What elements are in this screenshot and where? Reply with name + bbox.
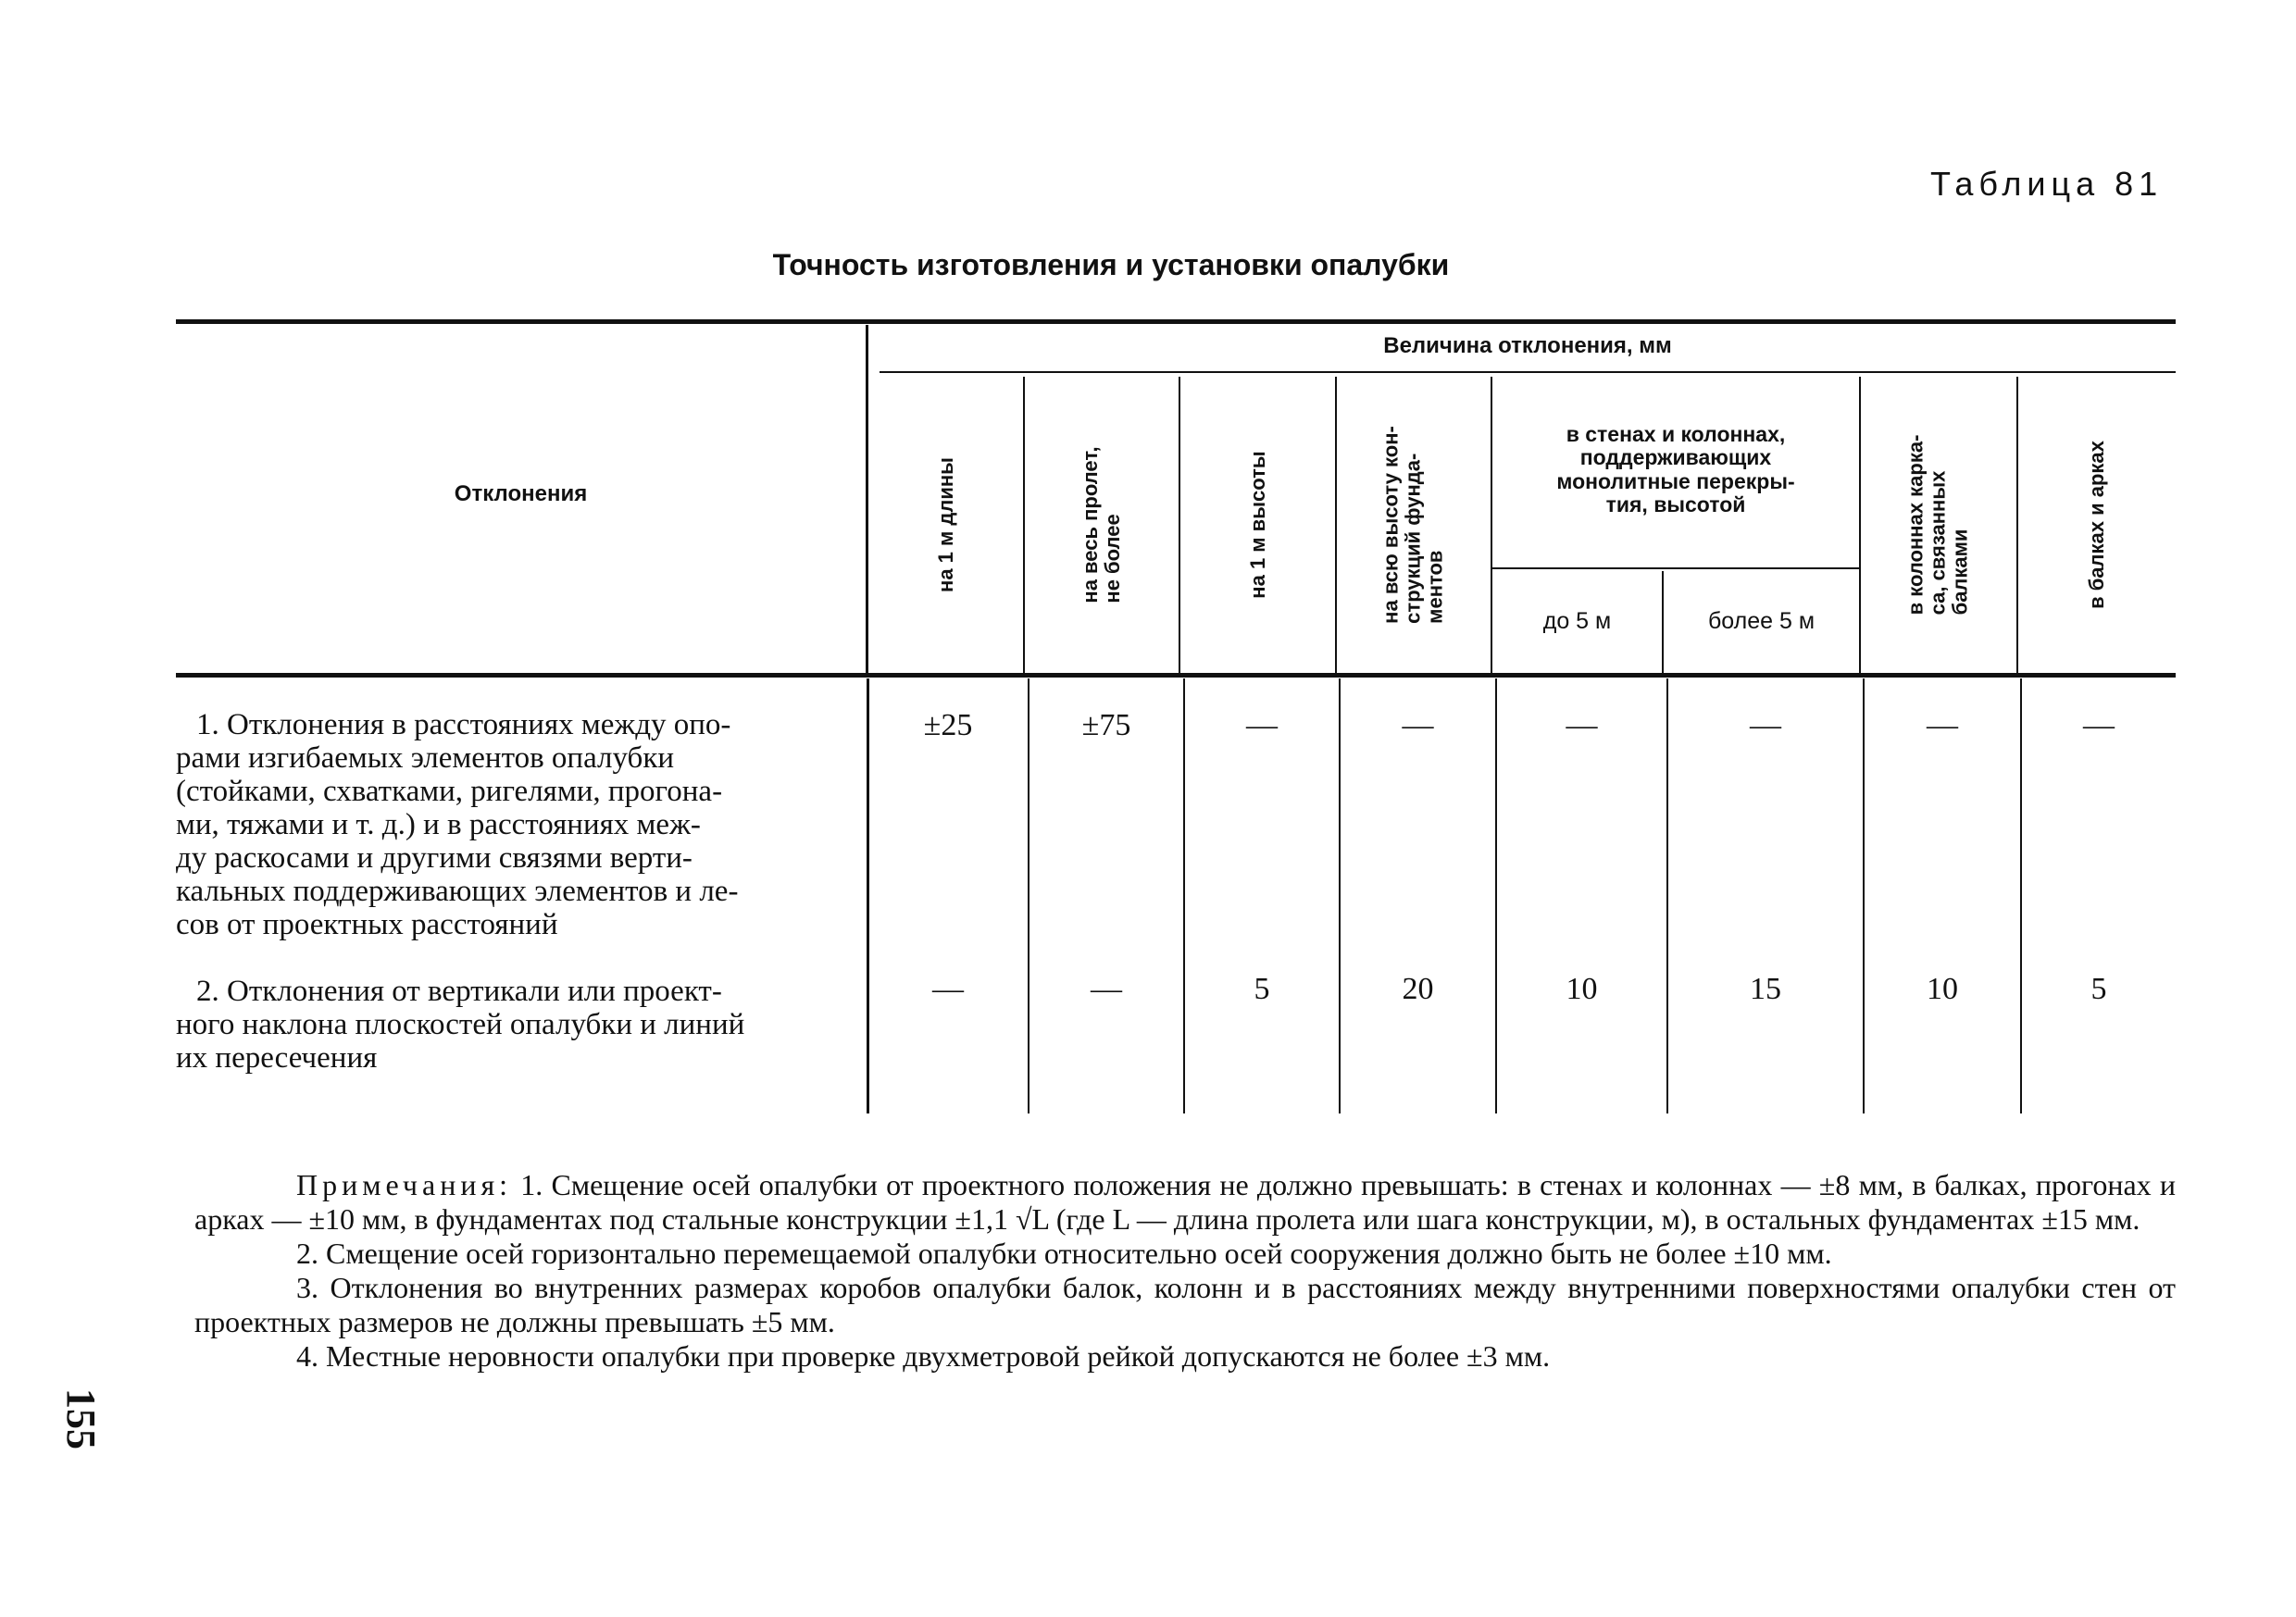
notes-section [194,1168,2176,1374]
table-title: Точность изготовления и установки опалубки [772,248,1450,281]
body-divider [1666,678,1668,1113]
table-cell: 20 [1402,972,1434,1006]
table-label: Таблица 81 [1930,165,2164,203]
walls-sub-header-over-5m: более 5 м [1707,608,1816,634]
body-divider [1028,678,1029,1113]
body-divider [1183,678,1185,1113]
table-cell: — [1402,708,1434,742]
table-top-rule [176,319,2176,324]
page-number: 155 [58,1388,104,1449]
col-header-per-meter-height: на 1 м высоты [1245,451,1269,599]
table-cell: — [1091,972,1122,1006]
data-table [176,319,2176,1134]
col-header-whole-span: на весь пролет, не более [1078,446,1124,603]
body-divider [1495,678,1497,1113]
walls-group-header: в стенах и колоннах, поддерживающих монолитные перекры- тия, высотой [1556,422,1795,516]
table-cell: — [1566,708,1598,742]
table-cell: 5 [2090,972,2107,1006]
table-cell: 5 [1254,972,1270,1006]
magnitude-header: Величина отклонения, мм [1383,333,1672,358]
table-cell: 10 [1927,972,1958,1006]
note-2: 2. Смещение осей горизонтально перемещаемой опалубки относительно осей сооружения должно быть не более ±10 мм. [296,1237,1832,1270]
walls-group-rule [1491,567,1859,569]
table-cell: 10 [1566,972,1598,1006]
table-cell: ±25 [923,708,973,742]
deviations-header: Отклонения [454,481,588,506]
body-divider [2020,678,2022,1113]
magnitude-rule [880,371,2176,373]
col-header-foundation-height: на всю высоту кон- струкций фунда- ментов [1379,426,1448,624]
note-3: 3. Отклонения во внутренних размерах коробов опалубки балок, колонн и в расстояниях между внутренними поверхностями опалубки стен от проектных размеров не должны превышать ±5 мм. [194,1271,2176,1338]
header-bottom-rule [176,673,2176,678]
body-divider [867,678,869,1113]
table-cell: — [2083,708,2115,742]
body-divider [1339,678,1341,1113]
table-cell: — [1750,708,1781,742]
note-4: 4. Местные неровности опалубки при проверке двухметровой рейкой допускаются не более ±3 мм. [296,1339,1551,1373]
table-cell: — [932,972,964,1006]
table-cell: — [1246,708,1278,742]
col-header-frame-columns: в колоннах карка- са, связанных балками [1903,434,1973,616]
body-divider [1863,678,1865,1113]
table-cell: 15 [1750,972,1781,1006]
row-1-description: 1. Отклонения в расстояниях между опо- рами изгибаемых элементов опалубки (стойками, схватками, ригелями, прогона- ми, тяжами и т. д.) и в расстояниях меж- ду раскосами и другими связями верти- кальных поддерживающих элементов и ле- сов от проектных расстояний [176,708,739,941]
col-header-beams-arches: в балках и арках [2084,441,2108,609]
table-cell: — [1927,708,1958,742]
walls-sub-header-up-to-5m: до 5 м [1542,608,1612,634]
note-1: Примечания: 1. Смещение осей опалубки от проектного положения не должно превышать: в стенах и колоннах — ±8 мм, в балках, прогонах и арках — ±10 мм, в фундаментах под стальные конструкции ±1,1 √L (где L — длина пролета или шага конструкции, м), в остальных фундаментах ±15 мм. [194,1168,2176,1236]
table-cell: ±75 [1081,708,1131,742]
col-header-per-meter-length: на 1 м длины [933,457,957,592]
notes-lead: Примечания: [296,1168,513,1201]
row-2-description: 2. Отклонения от вертикали или проект- ного наклона плоскостей опалубки и линий их пересечения [176,975,745,1075]
